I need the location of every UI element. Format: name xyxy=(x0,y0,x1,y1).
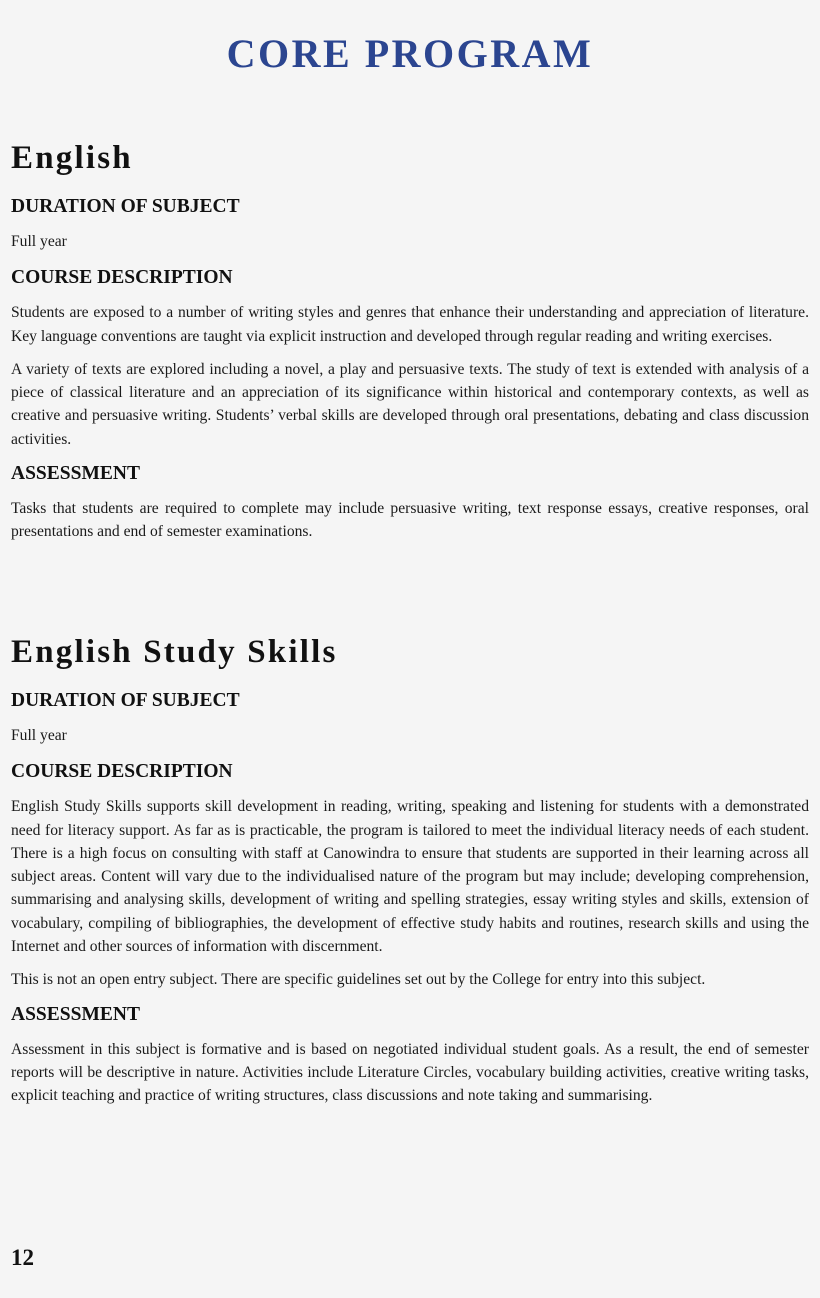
course-description-paragraph: A variety of texts are explored including a novel, a play and persuasive texts. The study of text is extended with analysis of a piece of classical literature and an appreciation of its significance within historical and contemporary contexts, as well as creative and persuasive writing. Students’ verbal skills are developed through oral presentations, debating and class discussion activities. xyxy=(11,360,809,448)
assessment-paragraph: Assessment in this subject is formative and is based on negotiated individual student goals. As a result, the end of semester reports will be descriptive in nature. Activities include Literature Circles, vocabulary building activities, creative writing tasks, explicit teaching and practice of writing structures, class discussions and note taking and summarising. xyxy=(11,1040,809,1105)
course-description-heading: COURSE DESCRIPTION xyxy=(11,761,233,783)
page-number: 12 xyxy=(11,1245,34,1270)
subject-title: English xyxy=(11,140,133,176)
duration-heading: DURATION OF SUBJECT xyxy=(11,196,240,217)
assessment-heading: ASSESSMENT xyxy=(11,463,140,485)
subject-english-study-skills xyxy=(11,630,809,1118)
duration-value: Full year xyxy=(11,233,67,250)
duration-heading: DURATION OF SUBJECT xyxy=(11,690,240,711)
subject-english xyxy=(11,136,809,554)
course-description-paragraph: This is not an open entry subject. There are specific guidelines set out by the College for entry into this subject. xyxy=(11,971,706,989)
duration-value: Full year xyxy=(11,727,67,744)
subject-title: English Study Skills xyxy=(11,634,338,670)
course-description-paragraph: English Study Skills supports skill development in reading, writing, speaking and listening for students with a demonstrated need for literacy support. As far as is practicable, the program is tailored to meet the individual literacy needs of each student. There is a high focus on consulting with staff at Canowindra to ensure that students are supported in their learning across all subject areas. Content will vary due to the individualised nature of the program but may include; developing comprehension, summarising and analysing skills, development of writing and spelling strategies, essay writing styles and skills, extension of vocabulary, compiling of bibliographies, the development of effective study habits and routines, research skills and using the Internet and other sources of information with discernment. xyxy=(11,798,809,956)
assessment-heading: ASSESSMENT xyxy=(11,1003,140,1025)
course-description-paragraph: Students are exposed to a number of writing styles and genres that enhance their understanding and appreciation of literature. Key language conventions are taught via explicit instruction and developed through regular reading and writing exercises. xyxy=(11,304,809,345)
assessment-paragraph: Tasks that students are required to complete may include persuasive writing, text response essays, creative responses, oral presentations and end of semester examinations. xyxy=(11,500,809,541)
course-description-heading: COURSE DESCRIPTION xyxy=(11,267,233,289)
page-title: CORE PROGRAM xyxy=(226,31,594,76)
